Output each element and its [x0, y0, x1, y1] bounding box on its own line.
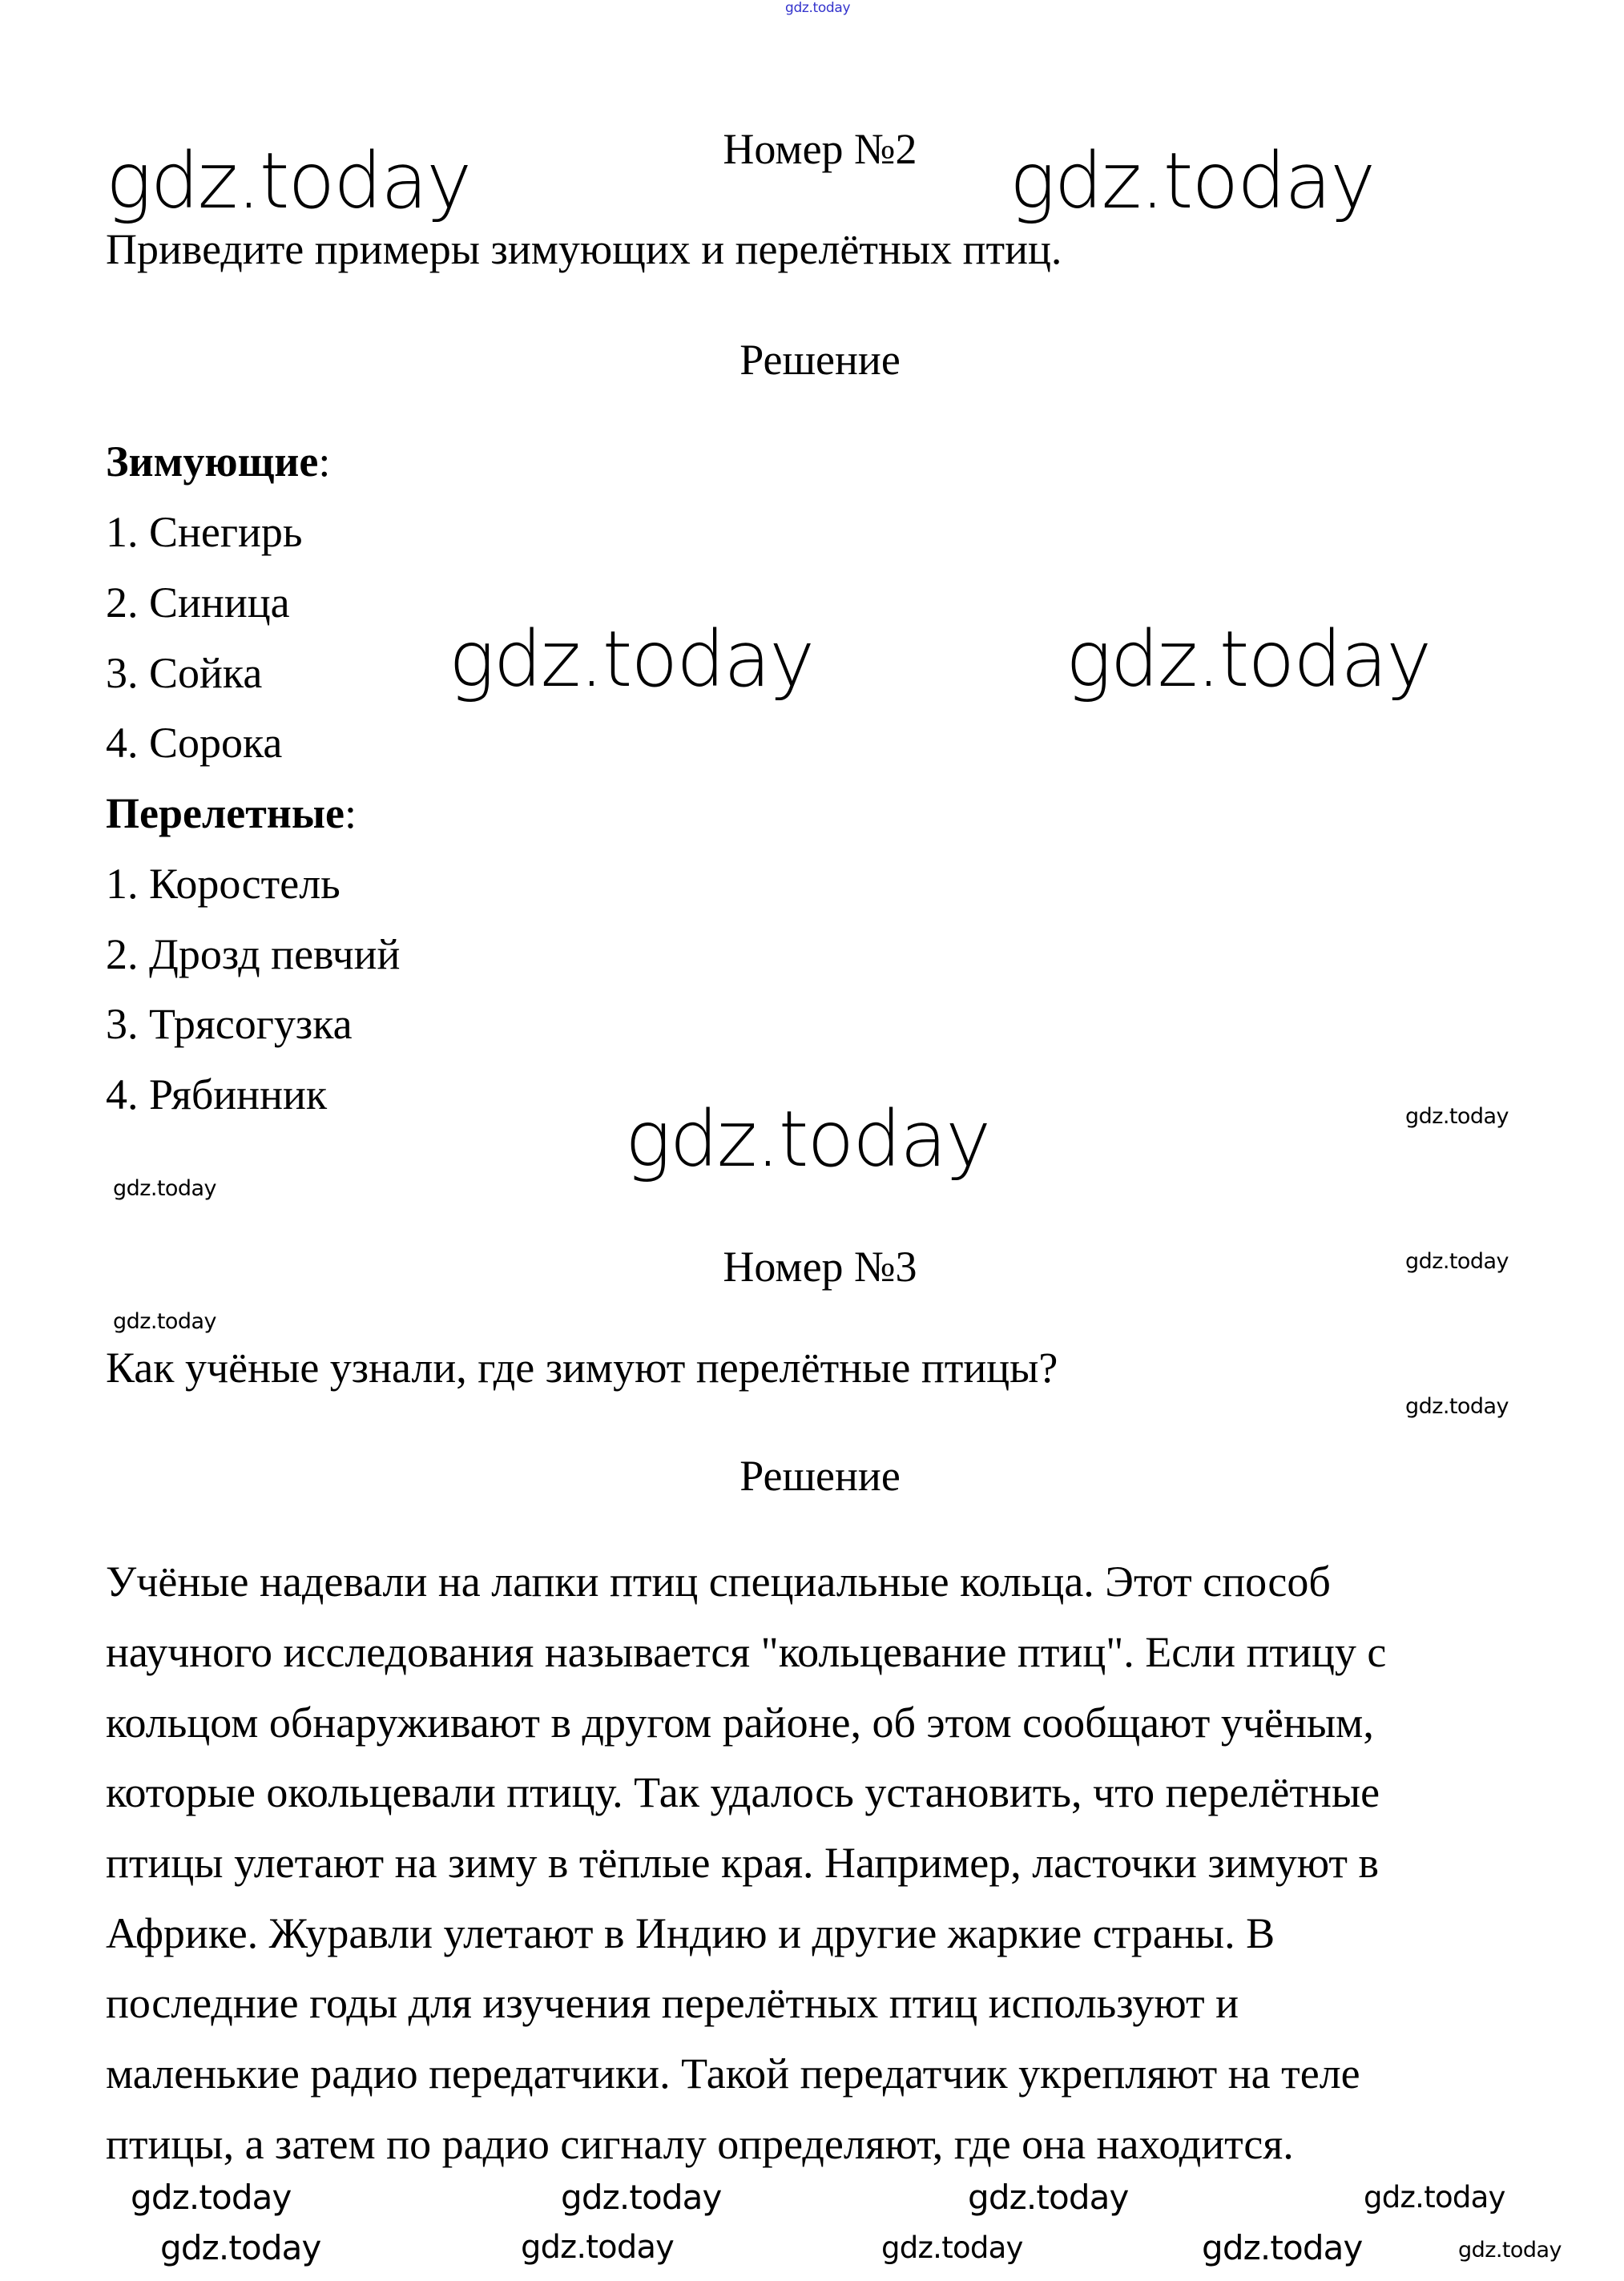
colon: : — [318, 437, 331, 486]
task-2-title: Номер №2 — [723, 125, 917, 173]
migratory-label: Перелетные — [106, 789, 345, 837]
list-item: 2. Дрозд певчий — [106, 930, 401, 978]
watermark: gdz.today — [1009, 136, 1375, 226]
task-3-question: Как учёные узнали, где зимуют перелётные птицы? — [106, 1344, 1058, 1392]
answer-line: научного исследования называется "кольцевание птиц". Если птицу с — [106, 1628, 1387, 1676]
watermark: gdz.today — [113, 1176, 216, 1201]
watermark: gdz.today — [449, 615, 814, 704]
watermark: gdz.today — [1202, 2228, 1363, 2267]
watermark: gdz.today — [113, 1309, 216, 1334]
watermark: gdz.today — [160, 2228, 321, 2267]
answer-line: последние годы для изучения перелётных птиц используют и — [106, 1979, 1239, 2027]
watermark: gdz.today — [625, 1094, 990, 1184]
watermark: gdz.today — [131, 2178, 292, 2217]
watermark: gdz.today — [561, 2178, 722, 2217]
list-item: 1. Коростель — [106, 860, 341, 908]
task-2-question: Приведите примеры зимующих и перелётных птиц. — [106, 225, 1062, 273]
watermark: gdz.today — [1364, 2180, 1505, 2215]
list-item: 2. Синица — [106, 578, 290, 627]
list-item: 4. Сорока — [106, 719, 283, 767]
task-3-solution-label: Решение — [739, 1452, 901, 1500]
answer-line: которые окольцевали птицу. Так удалось установить, что перелётные — [106, 1768, 1380, 1816]
task-3-title: Номер №3 — [723, 1243, 917, 1291]
list-item: 1. Снегирь — [106, 508, 303, 556]
answer-line: Учёные надевали на лапки птиц специальные кольца. Этот способ — [106, 1558, 1331, 1606]
list-item: 3. Сойка — [106, 649, 263, 697]
watermark: gdz.today — [1066, 615, 1431, 704]
watermark: gdz.today — [1458, 2238, 1562, 2263]
task-2-solution-label: Решение — [739, 336, 901, 384]
answer-line: птицы улетают на зиму в тёплые края. Например, ласточки зимуют в — [106, 1839, 1380, 1887]
answer-line: Африке. Журавли улетают в Индию и другие жаркие страны. В — [106, 1909, 1275, 1957]
wintering-heading — [106, 437, 330, 486]
migratory-heading — [106, 788, 357, 838]
watermark: gdz.today — [881, 2231, 1023, 2265]
watermark: gdz.today — [1405, 1104, 1509, 1129]
watermark: gdz.today — [1405, 1249, 1509, 1274]
list-item: 3. Трясогузка — [106, 1000, 353, 1048]
answer-line: птицы, а затем по радио сигналу определяют, где она находится. — [106, 2120, 1294, 2168]
watermark: gdz.today — [106, 136, 471, 226]
watermark-top: gdz.today — [785, 0, 851, 16]
watermark: gdz.today — [968, 2178, 1129, 2217]
answer-line: кольцом обнаруживают в другом районе, об этом сообщают учёным, — [106, 1699, 1374, 1747]
watermark: gdz.today — [1405, 1394, 1509, 1419]
wintering-label: Зимующие — [106, 437, 319, 486]
answer-line: маленькие радио передатчики. Такой передатчик укрепляют на теле — [106, 2049, 1360, 2098]
watermark: gdz.today — [521, 2229, 675, 2266]
list-item: 4. Рябинник — [106, 1070, 328, 1118]
colon: : — [345, 789, 357, 837]
